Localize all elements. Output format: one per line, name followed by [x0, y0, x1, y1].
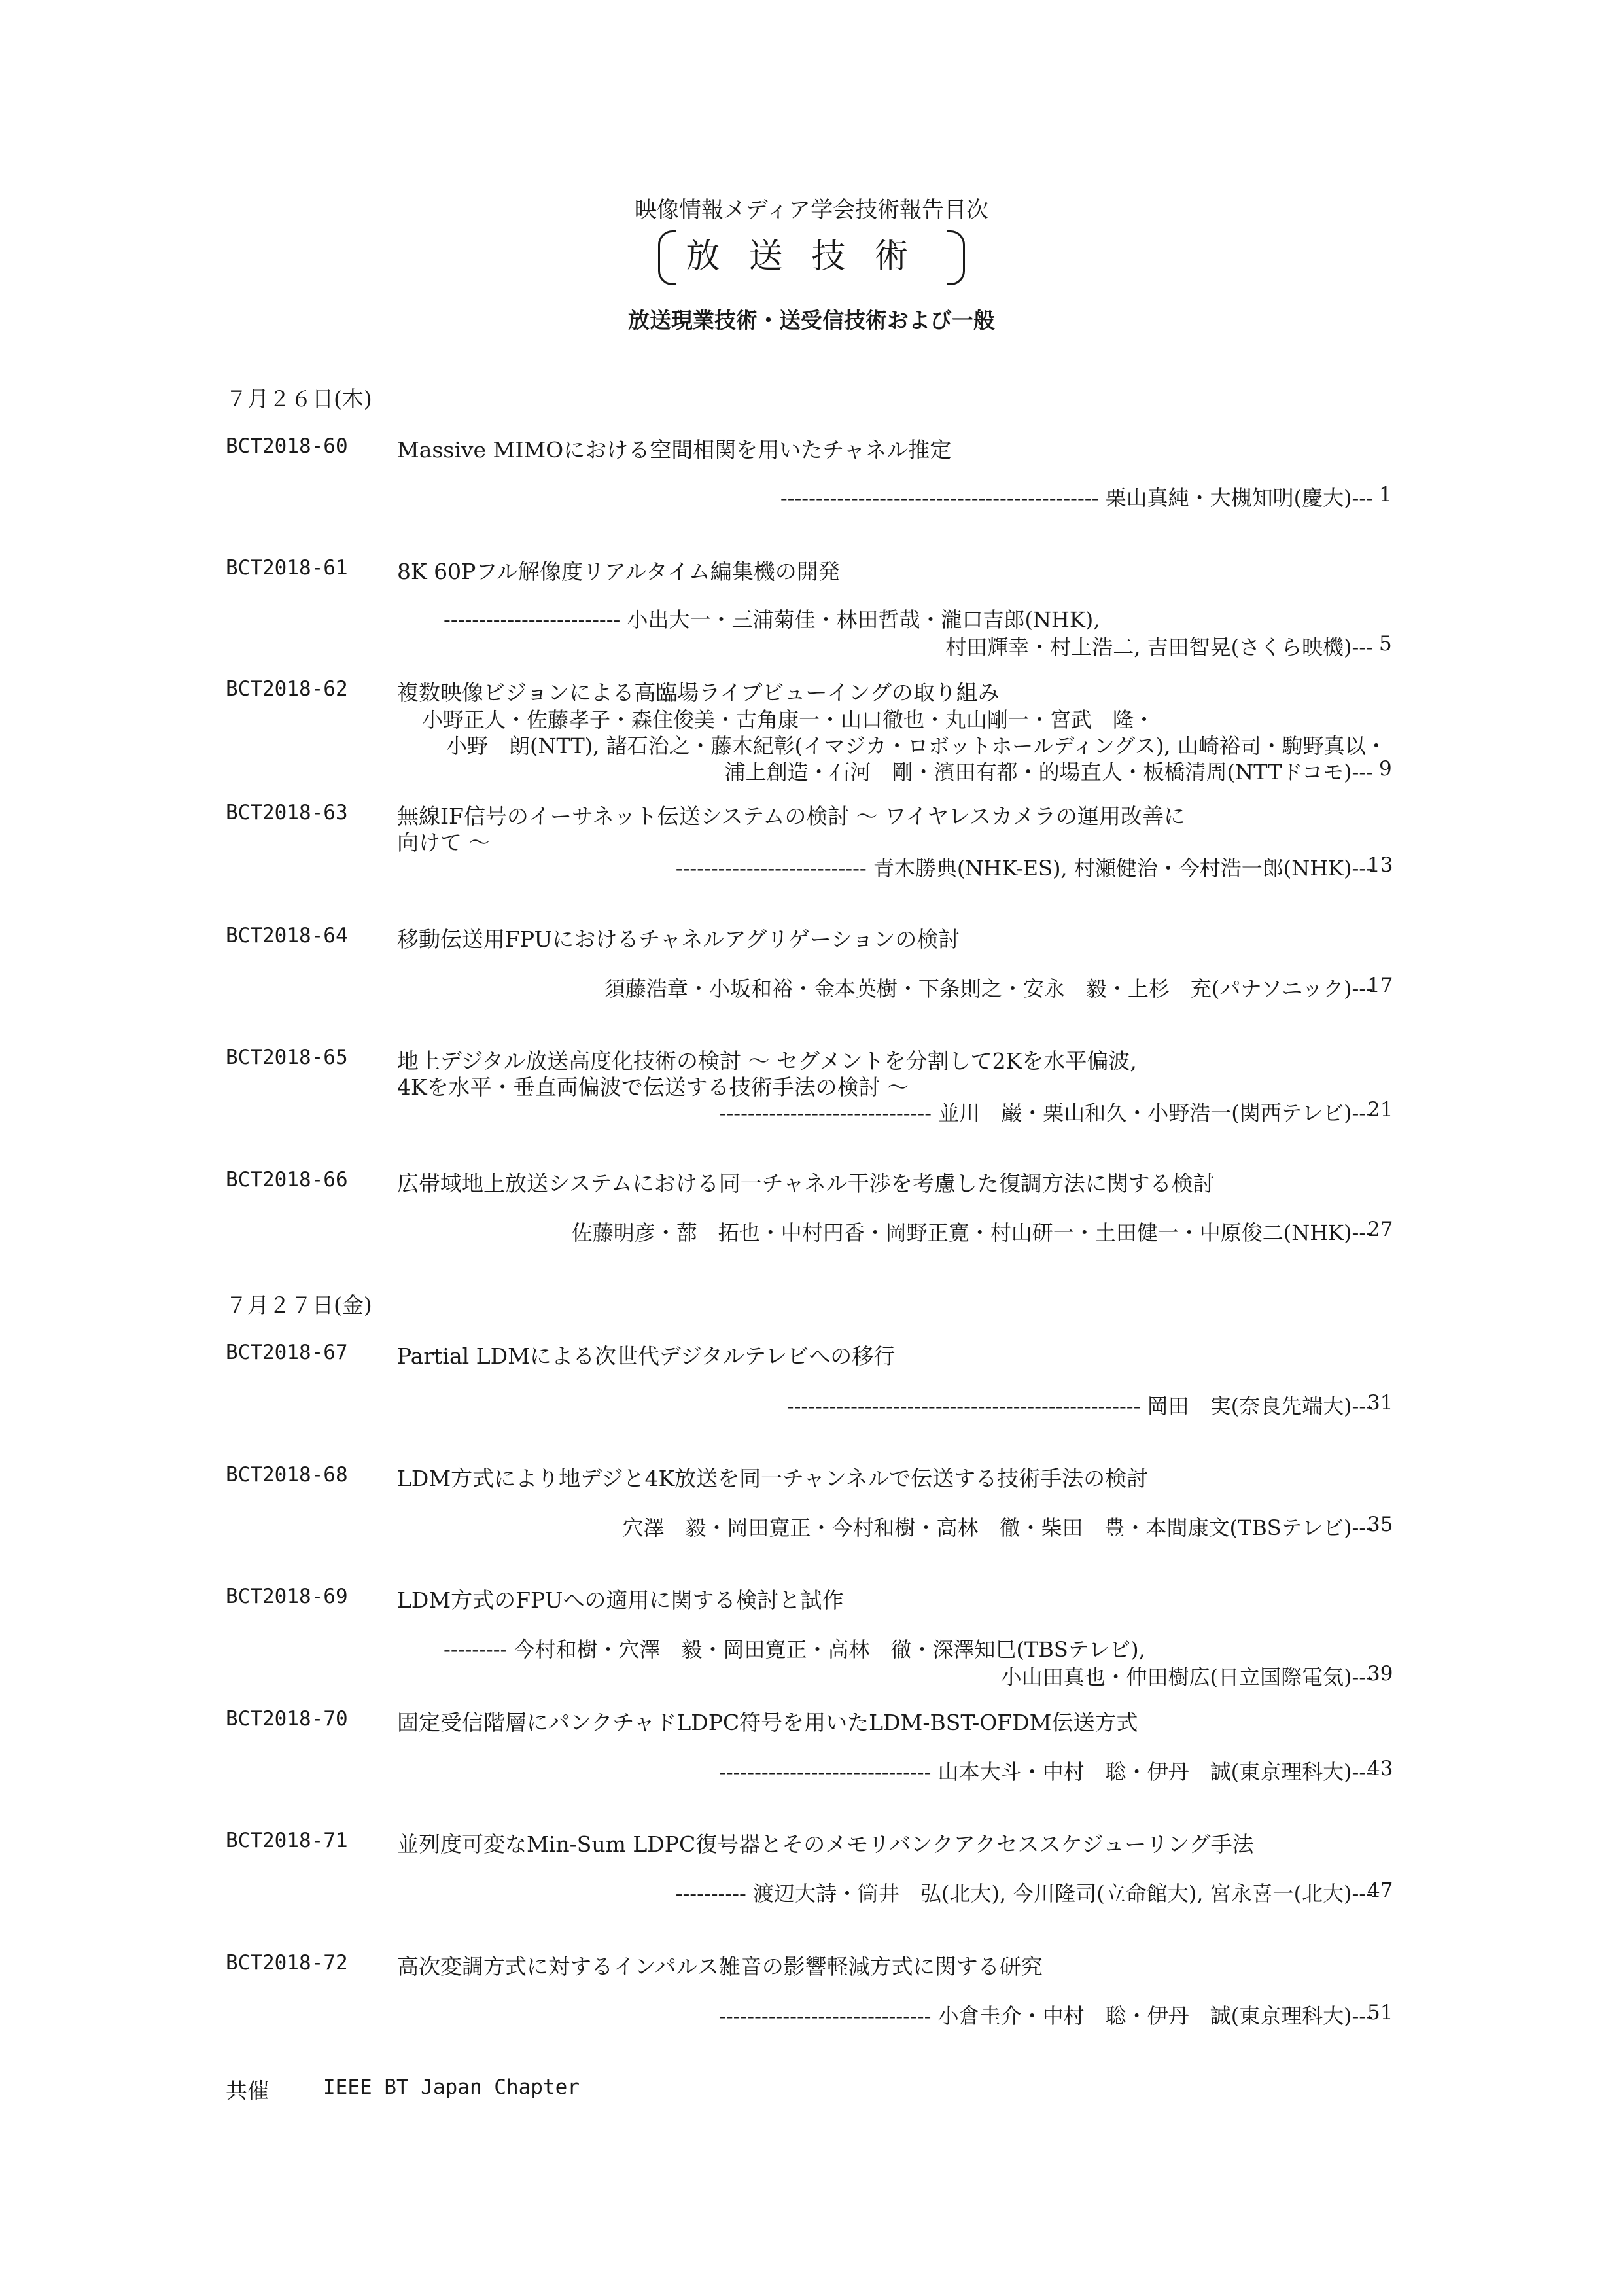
- entry-code: BCT2018-68: [226, 1463, 348, 1487]
- entry-code: BCT2018-71: [226, 1829, 348, 1852]
- entry-authors: ------------------------------ 並川 巌・栗山和久・小野浩一(関西テレビ)---: [719, 1101, 1373, 1125]
- entry-authors: ------------------------------ 小倉圭介・中村 聡・伊丹 誠(東京理科大)---: [719, 2004, 1373, 2028]
- entry-authors: 佐藤明彦・蔀 拓也・中村円香・岡野正寛・村山研一・土田健一・中原俊二(NHK)---: [571, 1220, 1373, 1245]
- entry-page: 9: [1379, 757, 1392, 781]
- entry-authors: 小野正人・佐藤孝子・森住俊美・古角康一・山口徹也・丸山剛一・宮武 隆・: [422, 707, 1155, 732]
- entry-authors: -------------------------------------------------- 岡田 実(奈良先端大)---: [786, 1394, 1373, 1419]
- report-header: 映像情報メディア学会技術報告目次: [634, 197, 989, 223]
- main-title-frame: [658, 226, 964, 287]
- session-date: ７月２７日(金): [226, 1292, 372, 1318]
- entry-authors: 浦上創造・石河 剛・濱田有都・的場直人・板橋清周(NTTドコモ)---: [724, 760, 1373, 785]
- entry-title: LDM方式により地デジと4K放送を同一チャンネルで伝送する技術手法の検討: [397, 1466, 1149, 1491]
- entry-code: BCT2018-62: [226, 677, 348, 701]
- entry-code: BCT2018-70: [226, 1707, 348, 1731]
- title-block: [0, 226, 1623, 287]
- entry-code: BCT2018-63: [226, 801, 348, 824]
- entry-code: BCT2018-69: [226, 1585, 348, 1608]
- subtitle: 放送現業技術・送受信技術および一般: [628, 308, 995, 333]
- entry-code: BCT2018-66: [226, 1168, 348, 1192]
- cosponsor-label: 共催: [226, 2078, 269, 2104]
- session-date: ７月２６日(木): [226, 386, 372, 412]
- entry-title: LDM方式のFPUへの適用に関する検討と試作: [397, 1587, 844, 1613]
- entry-page: 47: [1367, 1879, 1393, 1902]
- entry-page: 1: [1379, 483, 1392, 506]
- entry-page: 31: [1367, 1391, 1393, 1415]
- entry-authors: 小山田真也・仲田樹広(日立国際電気)---: [1000, 1665, 1373, 1689]
- entry-code: BCT2018-60: [226, 434, 348, 458]
- entry-title: 向けて ～: [397, 830, 491, 855]
- entry-authors: 穴澤 毅・岡田寛正・今村和樹・高林 徹・柴田 豊・本間康文(TBSテレビ)---: [622, 1515, 1373, 1540]
- entry-authors: --------- 今村和樹・穴澤 毅・岡田寛正・高林 徹・深澤知巳(TBSテレビ),: [444, 1637, 1145, 1662]
- entry-page: 51: [1367, 2001, 1393, 2024]
- entry-title: 4Kを水平・垂直両偏波で伝送する技術手法の検討 ～: [397, 1074, 909, 1100]
- entry-authors: 村田輝幸・村上浩二, 吉田智晃(さくら映機)---: [945, 635, 1373, 660]
- entry-title: 8K 60Pフル解像度リアルタイム編集機の開発: [397, 559, 840, 584]
- entry-title: 並列度可変なMin-Sum LDPC復号器とそのメモリバンクアクセススケジューリング手法: [397, 1831, 1254, 1857]
- entry-authors: ---------- 渡辺大詩・筒井 弘(北大), 今川隆司(立命館大), 宮永喜一(北大)---: [675, 1881, 1373, 1906]
- entry-code: BCT2018-61: [226, 556, 348, 580]
- entry-title: Massive MIMOにおける空間相関を用いたチャネル推定: [397, 437, 952, 463]
- entry-authors: ------------------------- 小出大一・三浦菊佳・林田哲哉・瀧口吉郎(NHK),: [444, 607, 1100, 632]
- entry-page: 35: [1367, 1513, 1393, 1536]
- entry-authors: 須藤浩章・小坂和裕・金本英樹・下条則之・安永 毅・上杉 充(パナソニック)---: [604, 976, 1373, 1001]
- left-bracket: [658, 230, 676, 285]
- entry-title: 複数映像ビジョンによる高臨場ライブビューイングの取り組み: [397, 680, 1000, 705]
- entry-page: 17: [1367, 974, 1393, 997]
- entry-title: 高次変調方式に対するインパルス雑音の影響軽減方式に関する研究: [397, 1954, 1043, 1979]
- entry-code: BCT2018-72: [226, 1951, 348, 1975]
- entry-authors: --------------------------------------------- 栗山真純・大槻知明(慶大)---: [780, 486, 1373, 510]
- entry-authors: 小野 朗(NTT), 諸石治之・藤木紀彰(イマジカ・ロボットホールディングス), 山崎裕司・駒野真以・: [446, 733, 1387, 758]
- entry-page: 43: [1367, 1757, 1393, 1780]
- entry-title: 地上デジタル放送高度化技術の検討 ～ セグメントを分割して2Kを水平偏波,: [397, 1048, 1137, 1074]
- entry-code: BCT2018-67: [226, 1341, 348, 1364]
- entry-page: 39: [1367, 1662, 1393, 1686]
- entry-authors: ------------------------------ 山本大斗・中村 聡・伊丹 誠(東京理科大)---: [719, 1759, 1373, 1784]
- entry-title: 無線IF信号のイーサネット伝送システムの検討 ～ ワイヤレスカメラの運用改善に: [397, 804, 1185, 829]
- entry-title: 広帯域地上放送システムにおける同一チャネル干渉を考慮した復調方法に関する検討: [397, 1171, 1215, 1196]
- entry-title: Partial LDMによる次世代デジタルテレビへの移行: [397, 1343, 896, 1369]
- entry-title: 移動伝送用FPUにおけるチャネルアグリゲーションの検討: [397, 927, 960, 952]
- entry-title: 固定受信階層にパンクチャドLDPC符号を用いたLDM-BST-OFDM伝送方式: [397, 1710, 1138, 1735]
- cosponsor-org: IEEE BT Japan Chapter: [323, 2075, 580, 2099]
- right-bracket: [947, 230, 965, 285]
- entry-code: BCT2018-64: [226, 924, 348, 947]
- entry-page: 21: [1367, 1098, 1393, 1122]
- entry-page: 13: [1367, 853, 1393, 877]
- entry-code: BCT2018-65: [226, 1046, 348, 1069]
- entry-page: 5: [1379, 632, 1392, 656]
- main-title: 放送技術: [686, 237, 937, 276]
- entry-page: 27: [1367, 1218, 1393, 1241]
- entry-authors: --------------------------- 青木勝典(NHK-ES), 村瀬健治・今村浩一郎(NHK)---: [675, 856, 1373, 881]
